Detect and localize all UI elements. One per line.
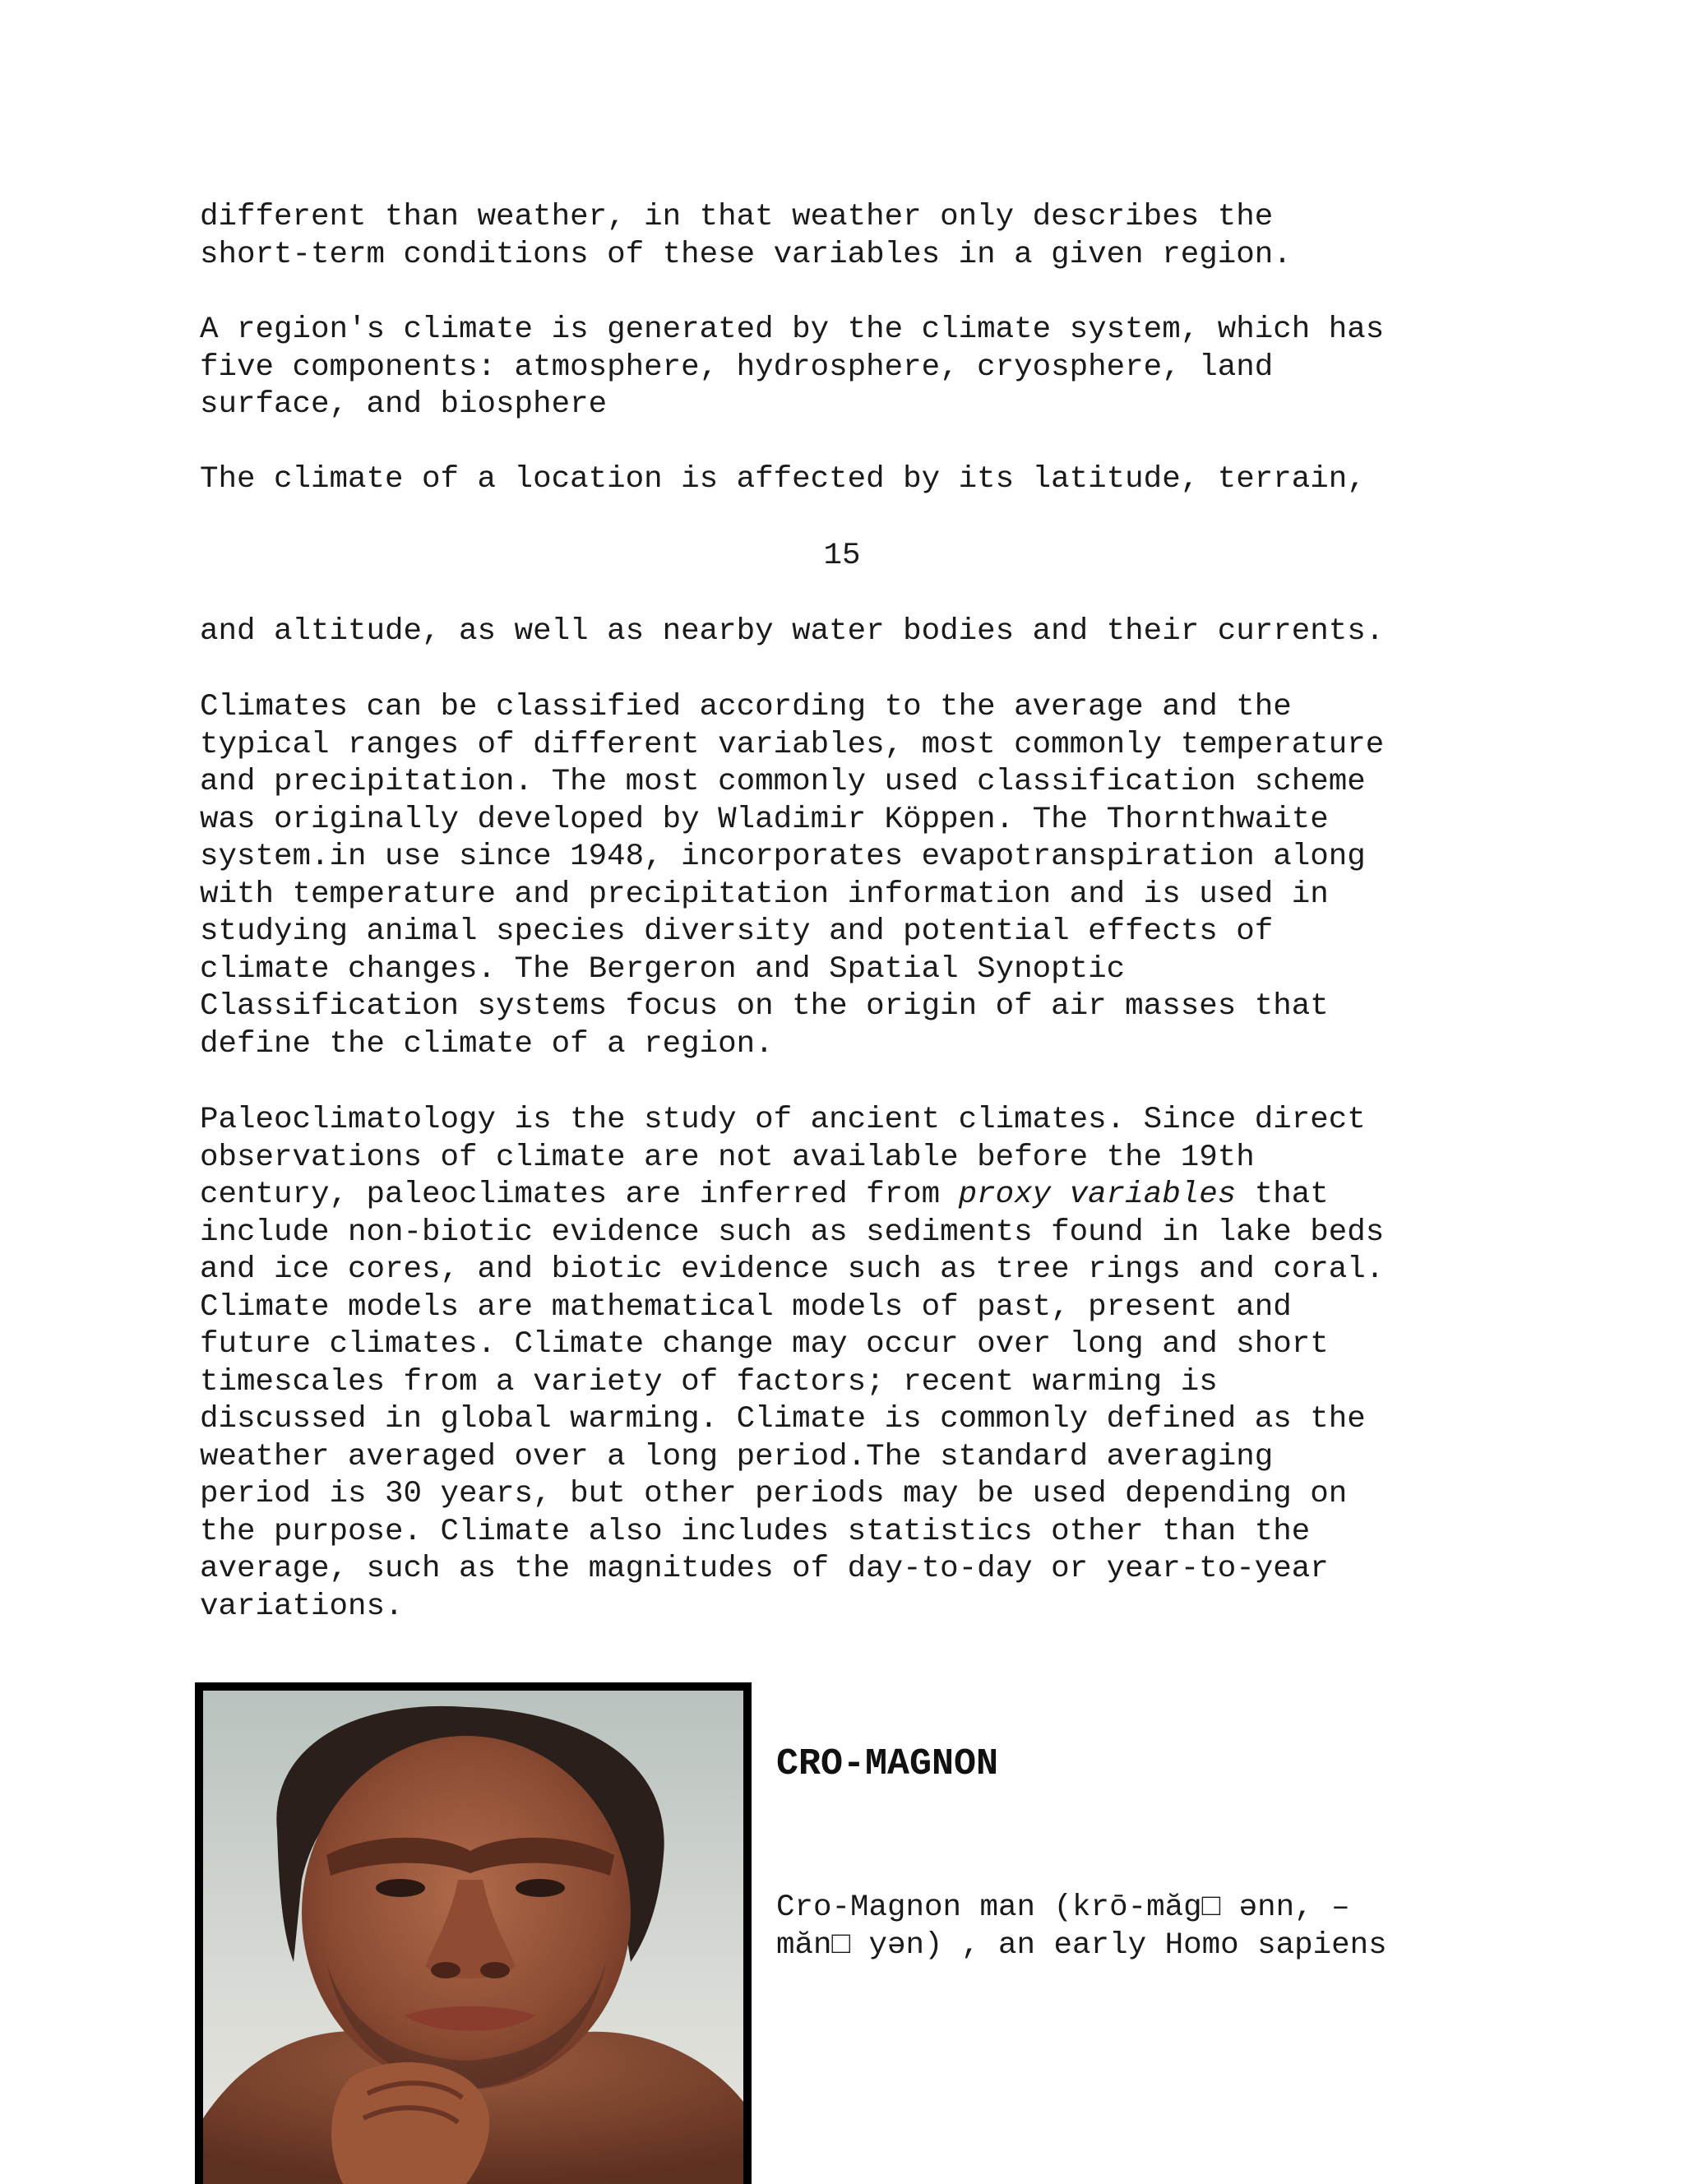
paragraph-location-part2: and altitude, as well as nearby water bodies and their currents. [200,614,1385,649]
cro-magnon-portrait-illustration [203,1691,743,2184]
paleo-text-start: Paleoclimatology is the study of ancient climates. Since direct observations of climate are not available before the 19th century, paleoclimates are inferred from [200,1103,1366,1212]
section-title-cro-magnon: CRO-MAGNON [776,1743,999,1785]
paragraph-weather: different than weather, in that weather only describes the short-term conditions of these variables in a given region. [200,200,1292,272]
paragraph-paleoclimatology [200,1102,1532,1626]
paleo-italic-term: proxy variables [958,1178,1237,1212]
paragraph-climate-system: A region's climate is generated by the climate system, which has five components: atmosphere, hydrosphere, cryosphere, land surface, and biosphere [200,312,1385,422]
paragraph-classification: Climates can be classified according to the average and the typical ranges of different variables, most commonly temperature and precipitation. The most commonly used classification scheme was originally developed by Wladimir Köppen. The Thornthwaite system.in use since 1948, incorporates evapotranspiration along with temperature and precipitation information and is used in studying animal species diversity and potential effects of climate changes. The Bergeron and Spatial Synoptic Classification systems focus on the origin of air masses that define the climate of a region. [200,690,1385,1062]
cro-magnon-definition: Cro-Magnon man (krō-măg□ ənn, – măn□ yən) , an early Homo sapiens [776,1890,1387,1963]
paleo-text-end: that include non-biotic evidence such as sediments found in lake beds and ice cores, and biotic evidence such as tree rings and coral. Climate models are mathematical models of past, present and future climates. Climate change may occur over long and short timescales from a variety of factors; recent warming is discussed in global warming. Climate is commonly defined as the weather averaged over a long period.The standard averaging period is 30 years, but other periods may be used depending on the purpose. Climate also includes statistics other than the average, such as the magnitudes of day-to-day or year-to-year variations. [200,1178,1385,1624]
cro-magnon-photo [195,1682,752,2184]
page-number: 15 [823,539,861,573]
paragraph-location-part1: The climate of a location is affected by its latitude, terrain, [200,462,1366,497]
